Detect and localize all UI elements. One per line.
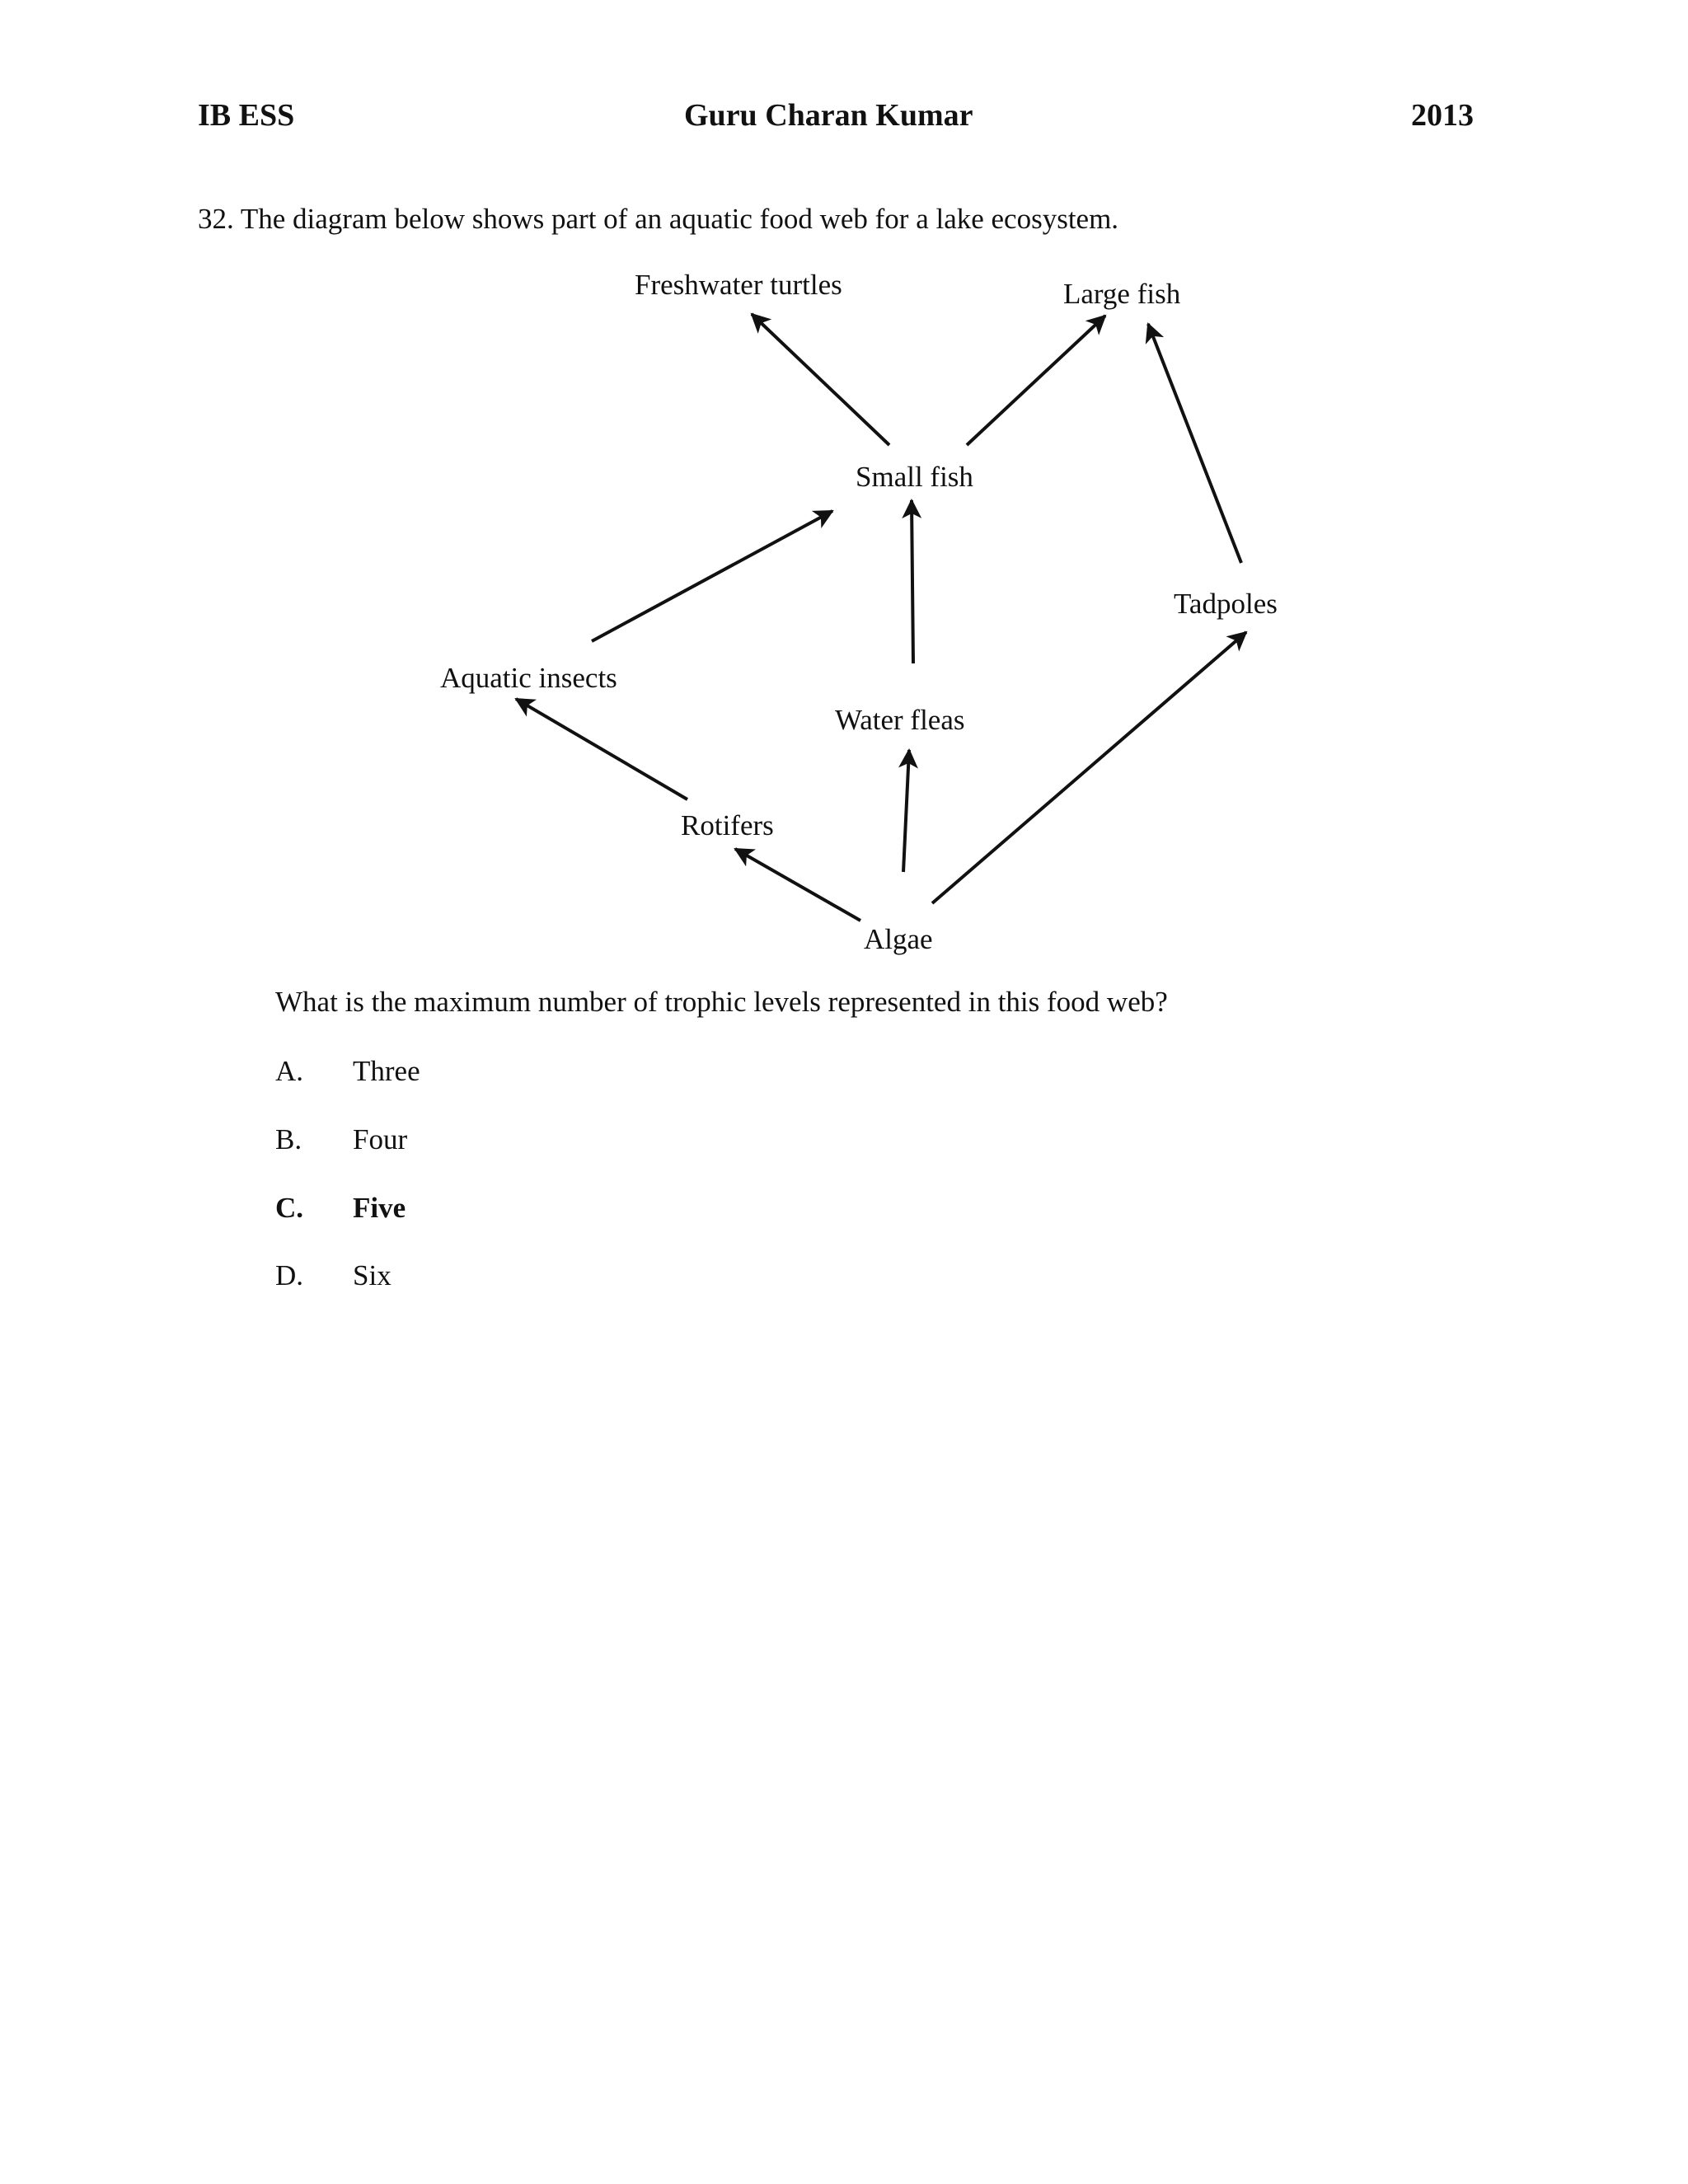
- organism-aquatic-insects: Aquatic insects: [440, 662, 617, 694]
- arrow-algae-to-tadpoles: [932, 632, 1246, 903]
- option-d: [275, 1259, 392, 1292]
- organism-large-fish: Large fish: [1063, 278, 1181, 310]
- arrow-algae-to-water-fleas: [903, 750, 909, 872]
- arrow-small-fish-to-freshwater-turtles: [752, 314, 889, 445]
- option-text: Six: [353, 1259, 392, 1291]
- option-a: [275, 1055, 420, 1088]
- organism-algae: Algae: [864, 923, 933, 955]
- question-prompt: What is the maximum number of trophic levels represented in this food web?: [275, 986, 1168, 1018]
- arrow-algae-to-rotifers: [735, 849, 860, 921]
- header-course: IB ESS: [198, 98, 295, 133]
- option-letter: D.: [275, 1259, 304, 1291]
- option-c-answer: [275, 1192, 406, 1225]
- option-text: Three: [353, 1055, 420, 1087]
- arrow-tadpoles-to-large-fish: [1148, 324, 1241, 563]
- option-letter: A.: [275, 1055, 304, 1087]
- organism-water-fleas: Water fleas: [835, 704, 965, 736]
- organism-tadpoles: Tadpoles: [1174, 588, 1278, 620]
- option-letter: B.: [275, 1123, 302, 1155]
- option-text: Four: [353, 1123, 408, 1155]
- organism-freshwater-turtles: Freshwater turtles: [635, 269, 842, 301]
- arrow-small-fish-to-large-fish: [967, 316, 1105, 445]
- question-text: 32. The diagram below shows part of an aquatic food web for a lake ecosystem.: [198, 203, 1119, 235]
- header-author: Guru Charan Kumar: [684, 98, 973, 133]
- option-text: Five: [353, 1192, 406, 1224]
- organism-rotifers: Rotifers: [681, 809, 774, 841]
- option-b: [275, 1123, 407, 1156]
- arrow-rotifers-to-aquatic-insects: [516, 699, 687, 799]
- organism-small-fish: Small fish: [856, 461, 973, 493]
- arrow-water-fleas-to-small-fish: [912, 500, 913, 663]
- option-letter: C.: [275, 1192, 304, 1224]
- header-year: 2013: [1411, 98, 1474, 133]
- food-web-diagram: [0, 0, 1688, 989]
- arrow-aquatic-insects-to-small-fish: [592, 511, 832, 641]
